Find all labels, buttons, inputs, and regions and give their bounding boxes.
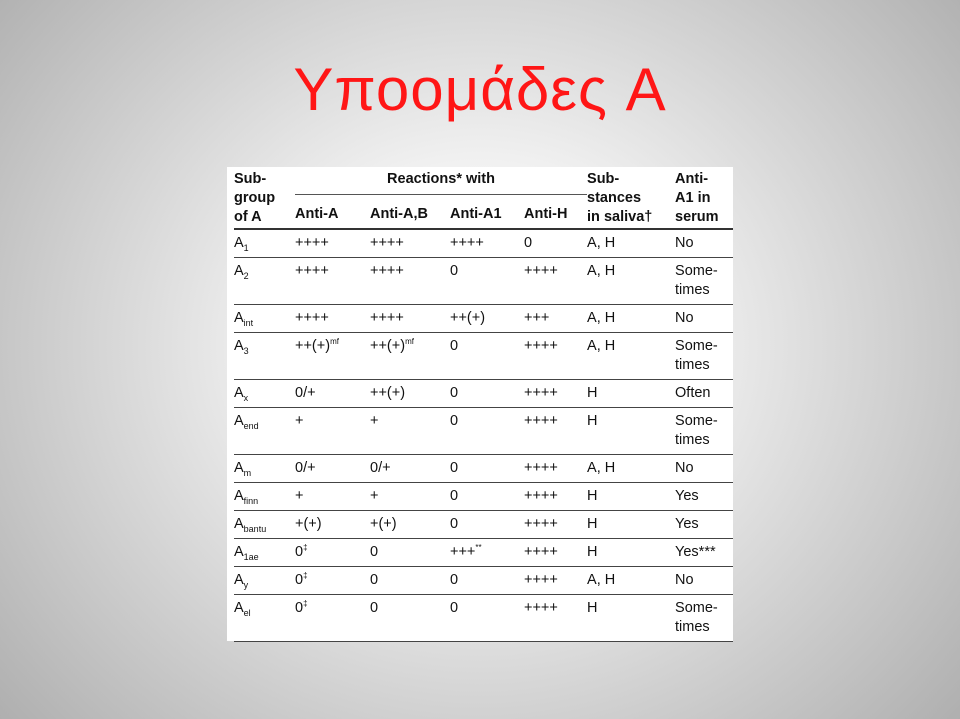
anti-ab-value: 0 [370,544,379,560]
serum-value: Some- times [675,338,718,373]
header-reactions: Reactions* with [295,170,587,195]
anti-h-value: ++++ [524,572,558,588]
anti-a-cell [295,333,370,380]
table-row [234,229,733,258]
subgroup-cell [234,595,295,642]
anti-h-cell [524,511,587,539]
serum-value: No [675,460,694,476]
saliva-value: H [587,516,598,532]
anti-ab-value: + [370,413,379,429]
anti-a-value: 0 [295,600,304,616]
subgroup-name: A [234,516,244,532]
subgroup-subscript: m [243,468,252,478]
table-row [234,258,733,305]
anti-h-value: ++++ [524,488,558,504]
serum-cell [675,595,733,642]
subgroup-cell [234,258,295,305]
anti-a-value: 0/+ [295,385,316,401]
anti-a-value: ++(+) [295,338,331,354]
anti-h-value: ++++ [524,460,558,476]
serum-cell [675,380,733,408]
anti-a1-value: ++(+) [450,310,486,326]
anti-a-value: ++++ [295,263,329,279]
anti-a1-value: 0 [450,338,459,354]
anti-a1-cell [450,229,524,258]
anti-a1-value: 0 [450,385,459,401]
anti-a1-superscript: ** [475,543,482,552]
table-row [234,539,733,567]
anti-h-value: ++++ [524,600,558,616]
anti-ab-cell [370,380,450,408]
anti-a1-cell [450,380,524,408]
anti-a1-value: 0 [450,516,459,532]
subgroups-table-panel [227,167,733,641]
subgroup-cell [234,305,295,333]
saliva-cell [587,455,675,483]
serum-cell [675,258,733,305]
anti-a1-cell [450,595,524,642]
table-body [234,229,733,642]
anti-a1-value: ++++ [450,235,484,251]
anti-a-value: + [295,488,304,504]
subgroup-name: A [234,488,244,504]
anti-a1-value: 0 [450,413,459,429]
subgroup-name: A [234,600,244,616]
subgroup-name: A [234,385,244,401]
subgroup-subscript: 1ae [243,552,259,562]
subgroup-name: A [234,572,244,588]
saliva-value: H [587,385,598,401]
table-row [234,595,733,642]
anti-a1-cell [450,539,524,567]
subgroup-cell [234,408,295,455]
subgroup-name: A [234,338,244,354]
anti-a-cell [295,567,370,595]
subgroup-cell [234,567,295,595]
anti-h-cell [524,229,587,258]
anti-h-value: 0 [524,235,533,251]
saliva-cell [587,511,675,539]
anti-a1-cell [450,333,524,380]
anti-a-value: 0/+ [295,460,316,476]
saliva-value: A, H [587,572,616,588]
table-row [234,380,733,408]
anti-ab-cell [370,408,450,455]
anti-a-cell [295,258,370,305]
table-row [234,483,733,511]
table-row [234,408,733,455]
serum-value: No [675,310,694,326]
header-subgroup-label: Sub- group of A [234,171,276,225]
anti-a1-value: 0 [450,263,459,279]
slide-title: Υποομάδες A [293,56,667,123]
subgroup-subscript: 1 [243,243,249,253]
anti-ab-value: +(+) [370,516,397,532]
anti-h-cell [524,567,587,595]
anti-a1-cell [450,455,524,483]
header-anti-a1: Anti-A1 [450,195,524,229]
anti-h-value: ++++ [524,338,558,354]
anti-ab-value: ++++ [370,263,404,279]
serum-cell [675,539,733,567]
anti-h-value: ++++ [524,544,558,560]
anti-a-superscript: ‡ [303,543,308,552]
serum-cell [675,408,733,455]
anti-a1-value: 0 [450,488,459,504]
subgroup-cell [234,483,295,511]
subgroup-subscript: bantu [243,524,267,534]
anti-a-value: 0 [295,572,304,588]
saliva-value: H [587,488,598,504]
anti-ab-value: 0/+ [370,460,391,476]
anti-ab-value: + [370,488,379,504]
saliva-value: H [587,600,598,616]
anti-a-cell [295,305,370,333]
saliva-cell [587,258,675,305]
serum-cell [675,483,733,511]
anti-a1-value: 0 [450,600,459,616]
anti-h-value: ++++ [524,263,558,279]
saliva-value: A, H [587,263,616,279]
anti-h-value: ++++ [524,413,558,429]
saliva-value: A, H [587,235,616,251]
anti-a-superscript: ‡ [303,599,308,608]
anti-a-cell [295,539,370,567]
saliva-cell [587,333,675,380]
subgroup-name: A [234,413,244,429]
anti-a-cell [295,380,370,408]
anti-ab-cell [370,333,450,380]
anti-ab-superscript: mf [405,337,414,346]
serum-value: Yes*** [675,544,716,560]
anti-a-cell [295,229,370,258]
header-substances-saliva [587,170,675,229]
serum-cell [675,567,733,595]
anti-ab-value: ++(+) [370,338,406,354]
table-row [234,455,733,483]
table-row [234,511,733,539]
anti-h-cell [524,380,587,408]
subgroup-subscript: x [243,393,249,403]
saliva-value: A, H [587,338,616,354]
anti-a1-cell [450,511,524,539]
anti-a-superscript: ‡ [303,571,308,580]
anti-a-cell [295,483,370,511]
anti-h-cell [524,539,587,567]
serum-value: Some- times [675,413,718,448]
header-anti-h: Anti-H [524,195,587,229]
saliva-value: A, H [587,310,616,326]
header-subgroup [234,170,295,229]
anti-ab-value: ++(+) [370,385,406,401]
saliva-cell [587,539,675,567]
anti-a-cell [295,408,370,455]
anti-a1-value: 0 [450,572,459,588]
anti-h-value: ++++ [524,385,558,401]
anti-ab-cell [370,229,450,258]
anti-a-cell [295,511,370,539]
anti-ab-value: 0 [370,572,379,588]
anti-h-cell [524,455,587,483]
saliva-cell [587,567,675,595]
anti-ab-cell [370,595,450,642]
subgroup-subscript: int [243,318,254,328]
anti-ab-cell [370,483,450,511]
subgroups-table [234,170,733,642]
anti-ab-cell [370,455,450,483]
serum-value: Some- times [675,263,718,298]
anti-ab-value: ++++ [370,235,404,251]
subgroup-name: A [234,235,244,251]
serum-cell [675,455,733,483]
serum-cell [675,511,733,539]
anti-h-cell [524,258,587,305]
header-anti-a: Anti-A [295,195,370,229]
serum-cell [675,229,733,258]
anti-ab-value: 0 [370,600,379,616]
anti-a1-cell [450,408,524,455]
header-anti-a1-serum [675,170,733,229]
anti-a-value: 0 [295,544,304,560]
serum-cell [675,333,733,380]
anti-a-value: ++++ [295,310,329,326]
anti-ab-value: ++++ [370,310,404,326]
serum-cell [675,305,733,333]
anti-h-value: ++++ [524,516,558,532]
subgroup-cell [234,455,295,483]
subgroup-cell [234,229,295,258]
anti-a1-cell [450,567,524,595]
anti-h-cell [524,333,587,380]
saliva-cell [587,408,675,455]
subgroup-cell [234,511,295,539]
saliva-value: H [587,544,598,560]
anti-a-value: ++++ [295,235,329,251]
subgroup-subscript: 2 [243,271,249,281]
header-serum-label: Anti- A1 in serum [675,171,719,225]
anti-ab-cell [370,511,450,539]
anti-h-cell [524,483,587,511]
anti-a-superscript: mf [330,337,339,346]
header-anti-ab: Anti-A,B [370,195,450,229]
anti-ab-cell [370,305,450,333]
saliva-cell [587,305,675,333]
anti-a-value: +(+) [295,516,322,532]
table-row [234,567,733,595]
subgroup-subscript: finn [243,496,259,506]
subgroup-cell [234,539,295,567]
serum-value: Yes [675,488,699,504]
table-row [234,333,733,380]
saliva-cell [587,229,675,258]
subgroup-subscript: end [243,421,259,431]
serum-value: No [675,235,694,251]
saliva-value: H [587,413,598,429]
anti-a-value: + [295,413,304,429]
subgroup-name: A [234,310,244,326]
table-row [234,305,733,333]
anti-ab-cell [370,567,450,595]
anti-h-cell [524,408,587,455]
serum-value: Some- times [675,600,718,635]
subgroup-subscript: 3 [243,346,249,356]
subgroup-name: A [234,544,244,560]
saliva-cell [587,483,675,511]
saliva-value: A, H [587,460,616,476]
subgroup-subscript: el [243,608,251,618]
anti-ab-cell [370,258,450,305]
anti-ab-cell [370,539,450,567]
serum-value: Often [675,385,711,401]
subgroup-subscript: y [243,580,249,590]
anti-a1-cell [450,483,524,511]
anti-a1-cell [450,258,524,305]
header-substances-label: Sub- stances in saliva† [587,171,653,225]
anti-a1-value: 0 [450,460,459,476]
saliva-cell [587,595,675,642]
anti-h-cell [524,305,587,333]
anti-h-value: +++ [524,310,550,326]
anti-a1-cell [450,305,524,333]
anti-a-cell [295,455,370,483]
subgroup-cell [234,333,295,380]
subgroup-name: A [234,263,244,279]
anti-a1-value: +++ [450,544,476,560]
anti-h-cell [524,595,587,642]
saliva-cell [587,380,675,408]
subgroup-cell [234,380,295,408]
subgroup-name: A [234,460,244,476]
serum-value: No [675,572,694,588]
serum-value: Yes [675,516,699,532]
anti-a-cell [295,595,370,642]
